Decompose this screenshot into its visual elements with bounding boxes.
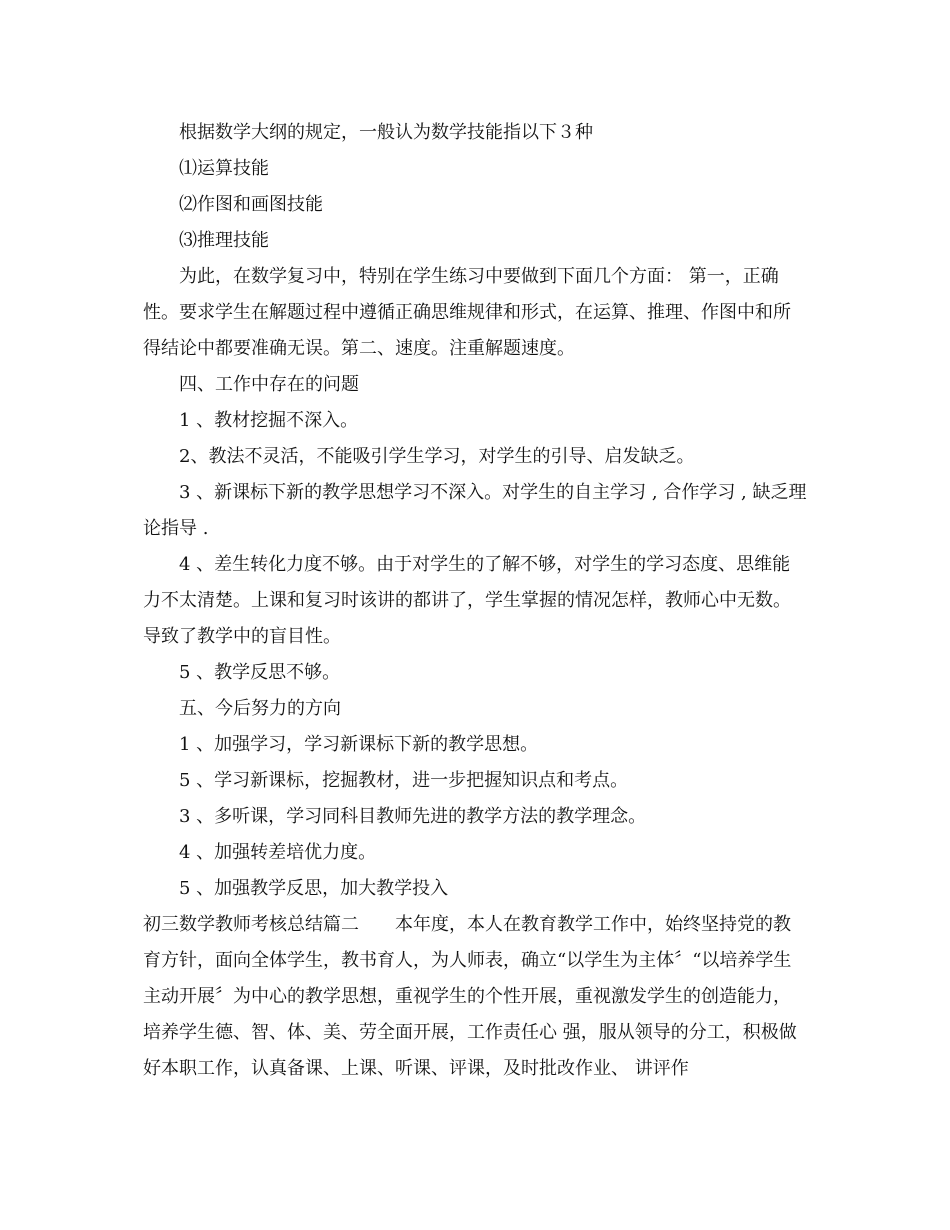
list-item-direction-5: 5 、加强教学反思，加大教学投入: [179, 878, 449, 899]
heading-problems: 四、工作中存在的问题: [179, 374, 359, 395]
paragraph-review-aspects: 为此，在数学复习中，特别在学生练习中要做到下面几个方面： 第一，正确性。要求学生在解题过程中遵循正确思维规律和形式，在运算、推理、作图中和所得结论中都要准确无误。第二、速度。注重解题速度。: [143, 266, 791, 359]
list-item-direction-4: 4 、加强转差培优力度。: [179, 842, 377, 863]
list-item-direction-3: 3 、多听课，学习同科目教师先进的教学方法的教学理念。: [179, 806, 647, 827]
paragraph-computation-skill: ⑴运算技能: [179, 158, 269, 179]
document-body: [143, 115, 808, 1087]
paragraph-section-two: 初三数学教师考核总结篇二 本年度，本人在教育教学工作中，始终坚持党的教育方针，面向全体学生，教书育人，为人师表，确立“以学生为主体〞“以培养学生主动开展〞为中心的教学思想，重视学生的个性开展，重视激发学生的创造能力，培养学生德、智、体、美、劳全面开展，工作责任心 强，服从领导的分工，积极做好本职工作，认真备课、上课、听课、评课，及时批改作业、 讲评作: [143, 914, 797, 1079]
list-item-problem-3: 3 、新课标下新的教学思想学习不深入。对学生的自主学习 , 合作学习 , 缺乏理论指导 .: [143, 482, 807, 539]
list-item-problem-4: 4 、差生转化力度不够。由于对学生的了解不够，对学生的学习态度、思维能力不太清楚。上课和复习时该讲的都讲了，学生掌握的情况怎样，教师心中无数。导致了教学中的盲目性。: [143, 554, 791, 647]
paragraph-reasoning-skill: ⑶推理技能: [179, 230, 269, 251]
heading-future-direction: 五、今后努力的方向: [179, 698, 341, 719]
list-item-problem-1: 1 、教材挖掘不深入。: [179, 410, 359, 431]
paragraph-drawing-skill: ⑵作图和画图技能: [179, 194, 323, 215]
list-item-direction-2: 5 、学习新课标，挖掘教材，进一步把握知识点和考点。: [179, 770, 629, 791]
list-item-problem-5: 5 、教学反思不够。: [179, 662, 341, 683]
list-item-problem-2: 2、教法不灵活，不能吸引学生学习，对学生的引导、启发缺乏。: [179, 446, 695, 467]
list-item-direction-1: 1 、加强学习，学习新课标下新的教学思想。: [179, 734, 539, 755]
paragraph-skills-intro: 根据数学大纲的规定，一般认为数学技能指以下３种: [179, 122, 593, 143]
